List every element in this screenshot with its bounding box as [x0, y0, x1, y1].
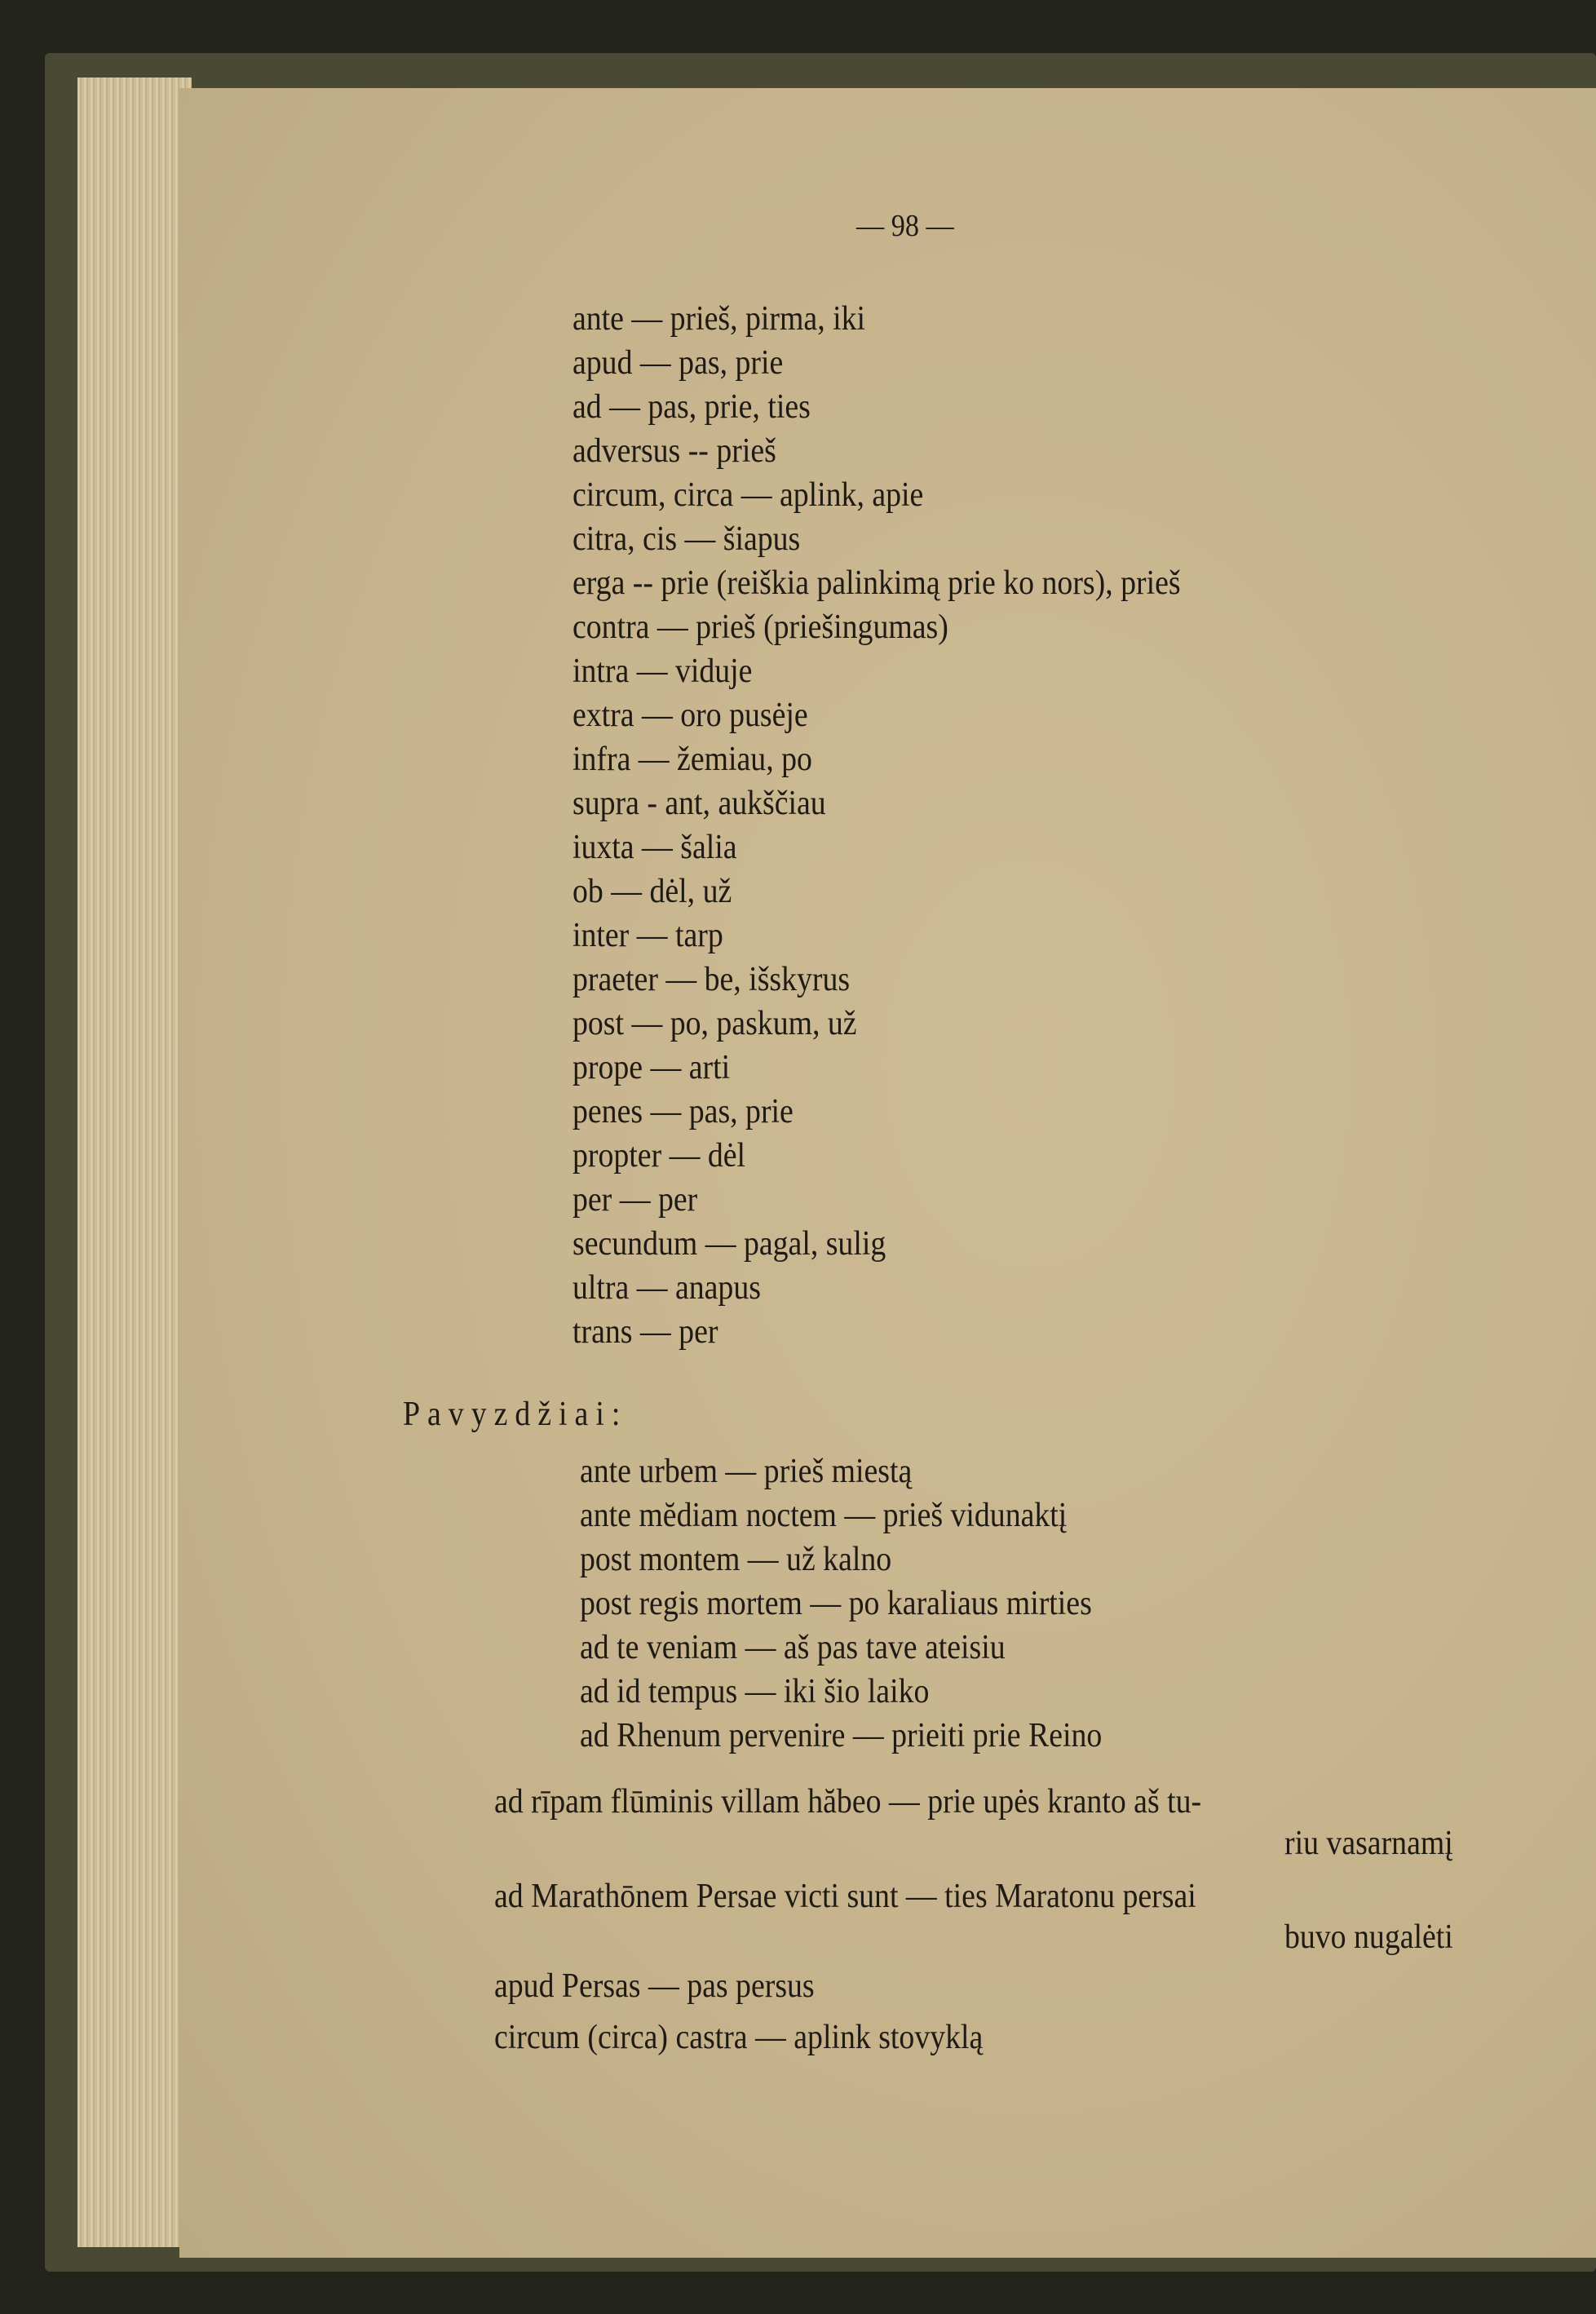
vocab-line: adversus -- prieš — [573, 432, 776, 470]
vocab-line: per — per — [573, 1181, 698, 1219]
vocab-line: extra — oro pusėje — [573, 697, 808, 734]
vocab-line: infra — žemiau, po — [573, 741, 812, 778]
vocab-line: prope — arti — [573, 1049, 731, 1086]
vocab-line: ultra — anapus — [573, 1269, 761, 1307]
long-example-line: circum (circa) castra — aplink stovyklą — [494, 2019, 984, 2056]
page-edges — [77, 77, 192, 2247]
long-example-line: apud Persas — pas persus — [494, 1967, 815, 2005]
vocab-line: erga -- prie (reiškia palinkimą prie ko nors), prieš — [573, 564, 1181, 602]
example-line: post montem — už kalno — [580, 1541, 892, 1578]
vocab-line: apud — pas, prie — [573, 344, 784, 382]
example-line: ante mĕdiam noctem — prieš vidunaktį — [580, 1497, 1068, 1534]
vocab-line: trans — per — [573, 1313, 718, 1351]
long-example-line: ad Marathōnem Persae victi sunt — ties Maratonu persai — [494, 1878, 1196, 1915]
vocab-line: citra, cis — šiapus — [573, 520, 801, 558]
vocab-line: inter — tarp — [573, 917, 723, 954]
vocab-line: post — po, paskum, už — [573, 1005, 857, 1042]
long-example-line: ad rīpam flūminis villam hăbeo — prie upės kranto aš tu- — [494, 1783, 1202, 1821]
vocab-line: contra — prieš (priešingumas) — [573, 608, 948, 646]
example-line: ante urbem — prieš miestą — [580, 1453, 913, 1490]
example-line: ad Rhenum pervenire — prieiti prie Reino — [580, 1717, 1103, 1754]
vocab-line: propter — dėl — [573, 1137, 746, 1175]
vocab-line: praeter — be, išskyrus — [573, 961, 851, 998]
vocab-line: ob — dėl, už — [573, 873, 732, 910]
vocab-line: ante — prieš, pirma, iki — [573, 300, 866, 338]
page-number: — 98 — — [856, 209, 954, 243]
vocab-line: supra - ant, aukščiau — [573, 785, 826, 822]
example-line: ad id tempus — iki šio laiko — [580, 1673, 930, 1710]
vocab-line: secundum — pagal, sulig — [573, 1225, 886, 1263]
vocab-line: circum, circa — aplink, apie — [573, 476, 924, 514]
vocab-line: iuxta — šalia — [573, 829, 737, 866]
long-example-continuation: riu vasarnamį — [1284, 1825, 1453, 1862]
vocab-line: intra — viduje — [573, 653, 753, 690]
examples-heading: Pavyzdžiai: — [403, 1396, 628, 1433]
example-line: ad te veniam — aš pas tave ateisiu — [580, 1629, 1006, 1666]
example-line: post regis mortem — po karaliaus mirties — [580, 1585, 1092, 1622]
vocab-line: penes — pas, prie — [573, 1093, 794, 1130]
vocab-line: ad — pas, prie, ties — [573, 388, 811, 426]
long-example-continuation: buvo nugalėti — [1284, 1918, 1453, 1956]
